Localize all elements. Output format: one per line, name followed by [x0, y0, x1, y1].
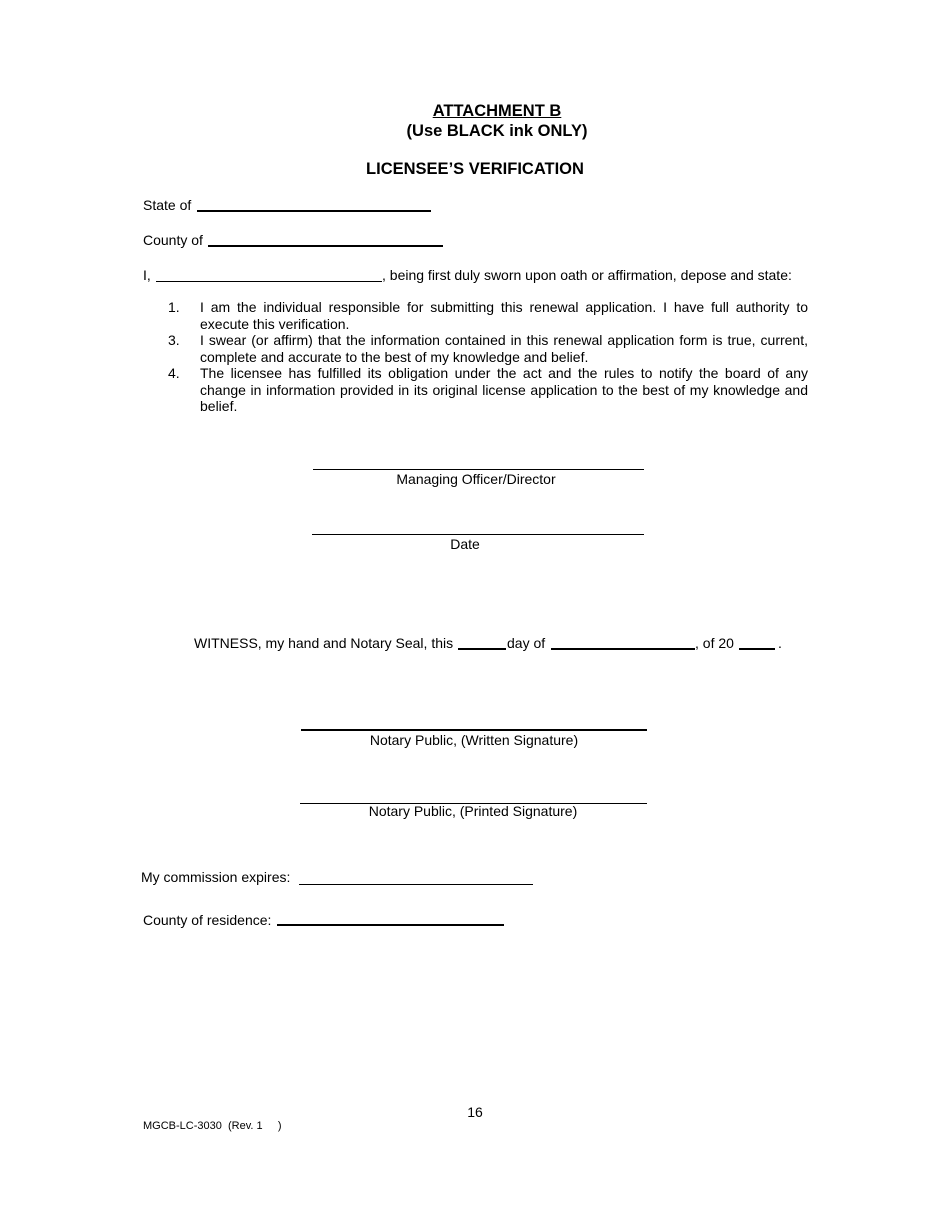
affiant-name-field[interactable]: [156, 281, 382, 282]
witness-month-field[interactable]: [551, 648, 695, 650]
statement-number: 3.: [168, 332, 180, 348]
date-line[interactable]: [312, 534, 644, 535]
statement-number: 1.: [168, 299, 180, 315]
statement-number: 4.: [168, 365, 180, 381]
witness-end: .: [778, 635, 782, 651]
page-number: 16: [467, 1104, 483, 1120]
notary-printed-label: Notary Public, (Printed Signature): [368, 803, 578, 819]
officer-label: Managing Officer/Director: [396, 471, 556, 487]
county-label: County of: [143, 232, 203, 248]
page-heading: LICENSEE’S VERIFICATION: [366, 160, 584, 178]
oath-text: , being first duly sworn upon oath or affirmation, depose and state:: [382, 267, 792, 283]
notary-written-label: Notary Public, (Written Signature): [369, 732, 579, 748]
ink-instruction: (Use BLACK ink ONLY): [406, 122, 588, 140]
statement-item: [168, 299, 808, 332]
attachment-title: ATTACHMENT B: [432, 102, 562, 120]
residence-label: County of residence:: [143, 912, 272, 928]
state-field[interactable]: [197, 210, 431, 212]
witness-of-20: , of 20: [695, 635, 734, 651]
county-of-residence-field[interactable]: [277, 924, 504, 926]
date-label: Date: [450, 536, 480, 552]
state-label: State of: [143, 197, 192, 213]
statement-text: I am the individual responsible for submitting this renewal application. I have full authority to execute this verification.: [200, 299, 808, 332]
witness-day-of: day of: [507, 635, 546, 651]
witness-prefix: WITNESS, my hand and Notary Seal, this: [194, 635, 454, 651]
witness-year-field[interactable]: [739, 648, 775, 650]
statement-item: [168, 365, 808, 415]
statement-text: The licensee has fulfilled its obligation under the act and the rules to notify the board of any change in information provided in its original license application to the best of my knowledge and belief.: [200, 365, 808, 414]
i-prefix: I,: [143, 267, 151, 283]
commission-expires-field[interactable]: [299, 884, 533, 885]
notary-written-signature-line[interactable]: [301, 729, 647, 731]
witness-day-field[interactable]: [458, 648, 506, 650]
officer-signature-line[interactable]: [313, 469, 644, 470]
commission-label: My commission expires:: [141, 869, 291, 885]
statement-item: [168, 332, 808, 365]
form-code: MGCB-LC-3030 (Rev. 1 ): [143, 1120, 282, 1132]
statement-text: I swear (or affirm) that the information contained in this renewal application form is true, current, complete and accurate to the best of my knowledge and belief.: [200, 332, 808, 365]
county-field[interactable]: [208, 245, 443, 247]
